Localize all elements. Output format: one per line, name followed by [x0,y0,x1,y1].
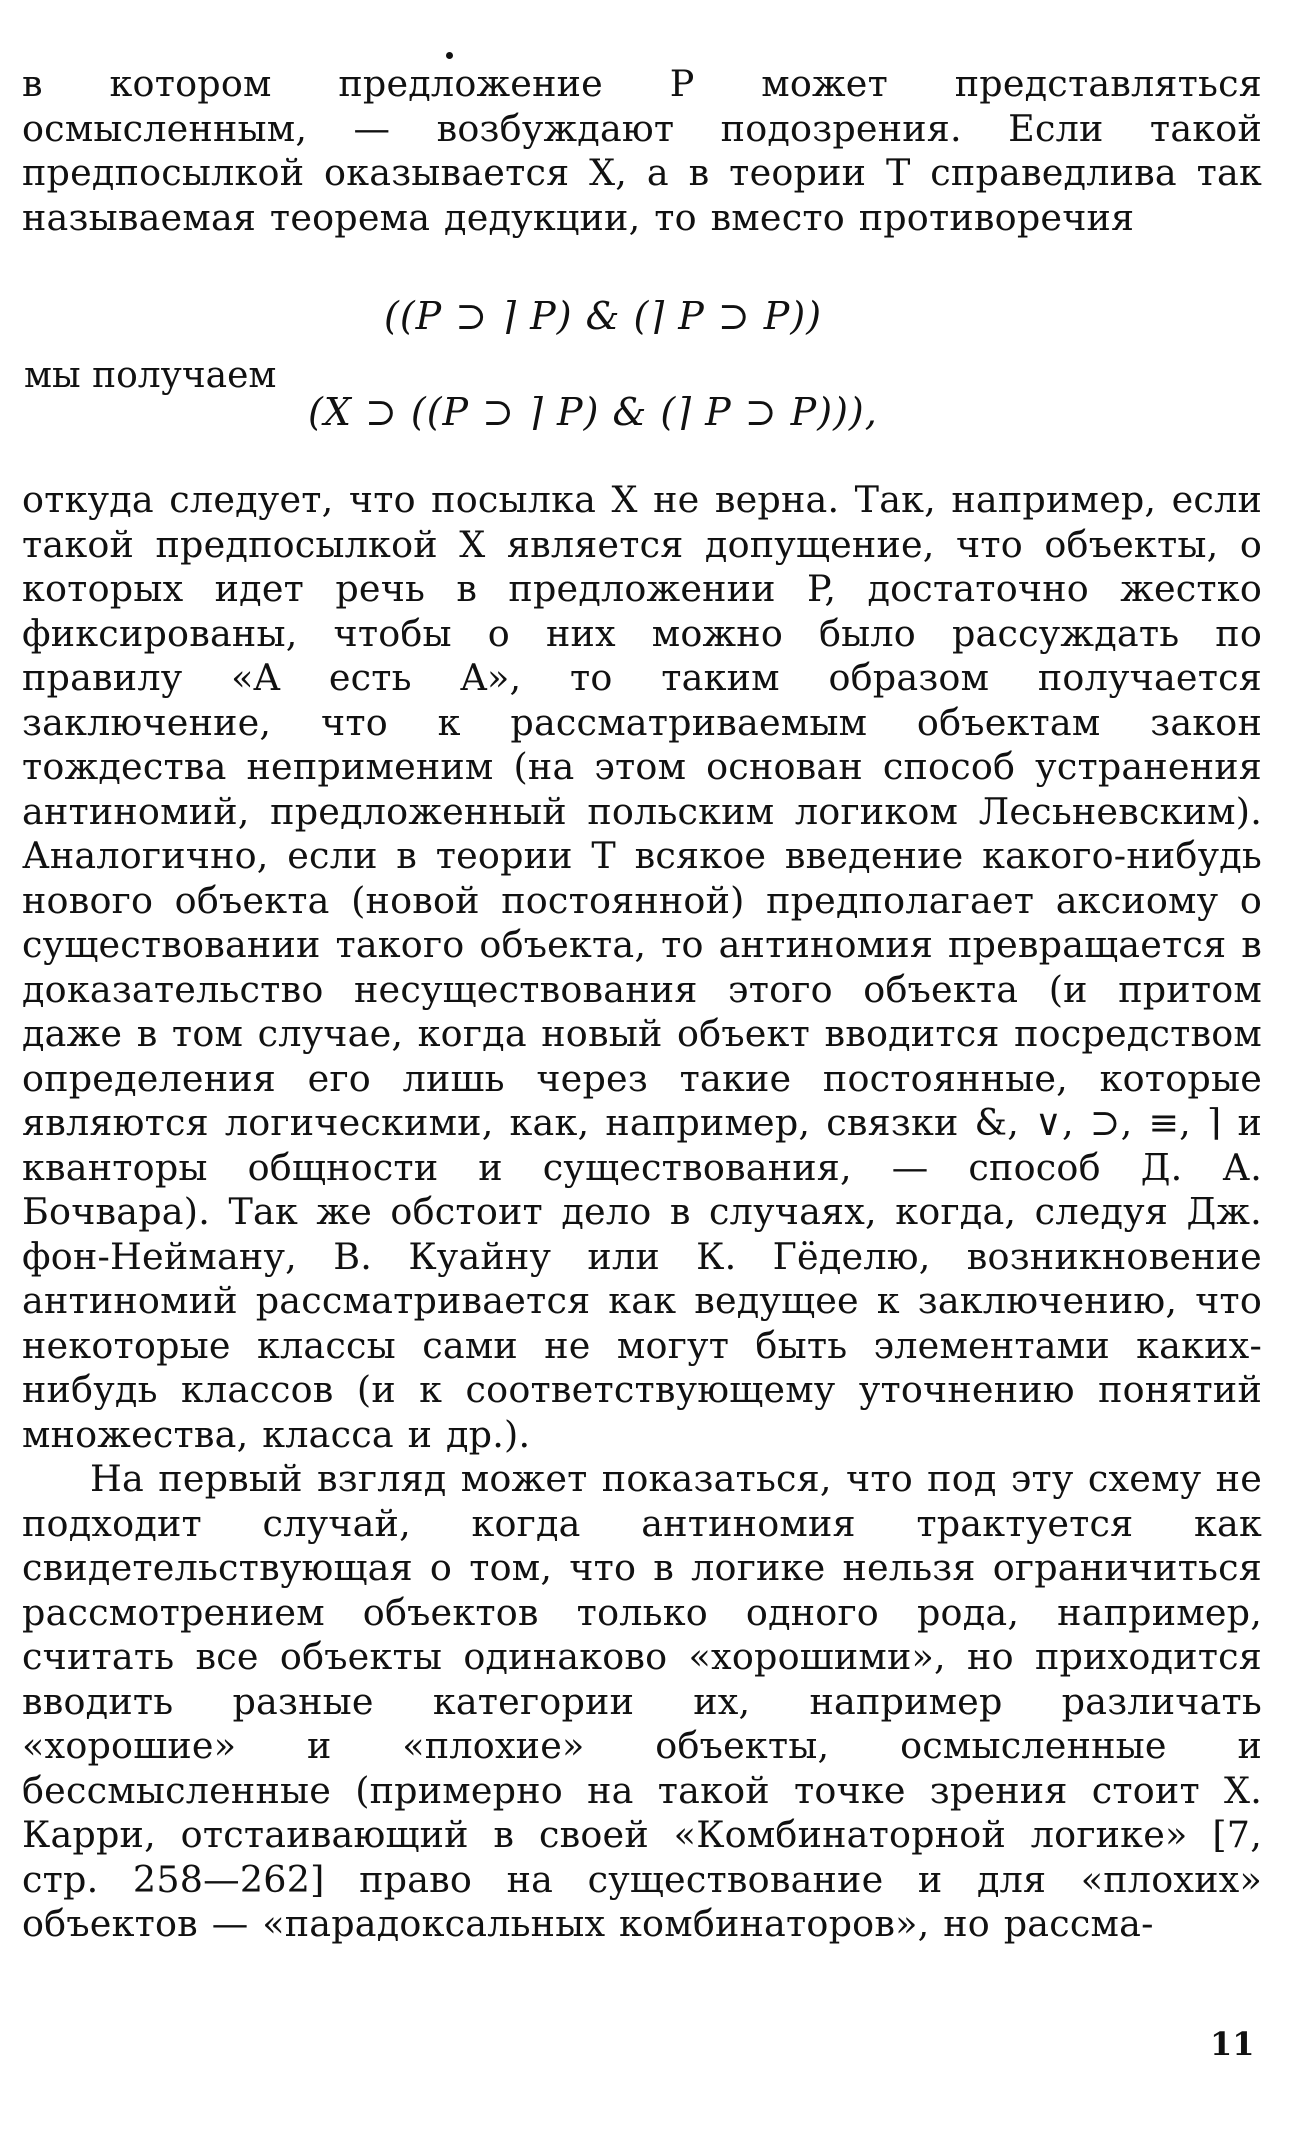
main-text-block [22,478,1262,1947]
second-paragraph: На первый взгляд может показаться, что под эту схему не подходит случай, когда антиномия трактуется как свидетельствующая о том, что в логике нельзя ограничиться рассмотрением объектов только одного рода, например, считать все объекты одинаково «хорошими», но приходится вводить разные категории их, например различать «хорошие» и «плохие» объекты, осмысленные и бессмысленные (примерно на такой точке зрения стоит X. Карри, отстаивающий в своей «Комбинаторной логике» [7, стр. 258—262] право на существование и для «плохих» объектов — «парадоксальных комбинаторов», но рассма- [22,1457,1262,1945]
formula-contradiction: ((P ⊃ ⌉ P) & (⌉ P ⊃ P)) [384,294,823,338]
we-get-label: мы получаем [24,355,277,396]
main-paragraph: откуда следует, что посылка X не верна. Так, например, если такой предпосылкой X является допущение, что объекты, о которых идет речь в предложении P, достаточно жестко фиксированы, чтобы о них можно было рассуждать по правилу «A есть A», то таким образом получается заключение, что к рассматриваемым объектам закон тождества неприменим (на этом основан способ устранения антиномий, предложенный польским логиком Лесьневским). Аналогично, если в теории T всякое введение какого-нибудь нового объекта (новой постоянной) предполагает аксиому о существовании такого объекта, то антиномия превращается в доказательство несуществования этого объекта (и притом даже в том случае, когда новый объект вводится посредством определения его лишь через такие постоянные, которые являются логическими, как, например, связки &, ∨, ⊃, ≡, ⌉ и кванторы общности и существования, — способ Д. А. Бочвара). Так же обстоит дело в случаях, когда, следуя Дж. фон-Нейману, В. Куайну или К. Гёделю, возникновение антиномий рассматривается как ведущее к заключению, что некоторые классы сами не могут быть элементами каких-нибудь классов (и к соответствующему уточнению понятий множества, класса и др.). [22,478,1262,1456]
intro-text-block [22,62,1262,240]
print-speck [446,52,453,59]
page-number: 11 [1210,2025,1255,2063]
formula-deduction: (X ⊃ ((P ⊃ ⌉ P) & (⌉ P ⊃ P))), [308,390,878,434]
intro-paragraph: в котором предложение P может представляться осмысленным, — возбуждают подозрения. Если такой предпосылкой оказывается X, а в теории T справедлива так называемая теорема дедукции, то вместо противоречия [22,62,1262,239]
